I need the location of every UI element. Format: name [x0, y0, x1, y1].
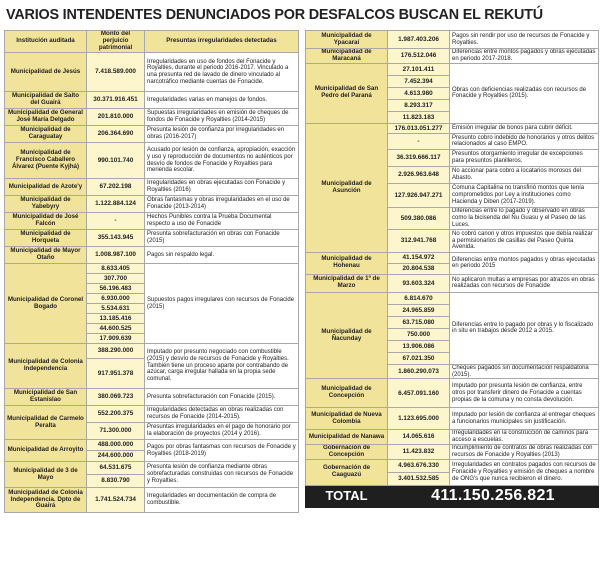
irregularity-description: Hechos Punibles contra la Prueba Documental respecto a uso de Fonacide — [145, 213, 299, 230]
irregularity-description: Irregularidades en uso de fondos del Fonacide y Royalties, durante el periodo 2016-2017. Vinculado a una presunta red de lavado de dinero vinculado al narcotráfico mediante cuentas de Fonacide. — [145, 53, 299, 92]
table-row — [306, 49, 599, 64]
damage-amount: 67.021.350 — [388, 352, 450, 364]
irregularity-description: Incumplimiento de contratos de obras realizadas con recursos de Fonacide y Royalties (2013) — [450, 444, 599, 459]
institution-name: Municipalidad de Horqueta — [5, 230, 87, 247]
damage-amount: 990.101.740 — [87, 143, 145, 179]
damage-amount: 307.700 — [87, 274, 145, 284]
table-row — [306, 31, 599, 49]
institution-name: Municipalidad de Ñacunday — [306, 292, 388, 378]
damage-amount: 3.401.532.585 — [388, 472, 450, 485]
irregularity-description: Presunta lesión de confianza mediante obras sobrefacturadas construidas con recursos de Fonacide y Royalties. — [145, 462, 299, 488]
irregularity-description: Diferencias entre lo pagado por obras y lo fiscalizado in situ en trabajos desde 2012 a 2015. — [450, 292, 599, 364]
damage-amount: 7.418.589.000 — [87, 53, 145, 92]
table-row — [5, 179, 299, 196]
damage-amount: 127.926.947.271 — [388, 183, 450, 207]
damage-amount: 1.741.524.734 — [87, 488, 145, 513]
damage-amount: 27.101.411 — [388, 63, 450, 75]
damage-amount: 917.951.378 — [87, 359, 145, 389]
audit-table-left — [4, 30, 299, 513]
damage-amount: 388.290.000 — [87, 344, 145, 359]
institution-name: Municipalidad de San Estanislao — [5, 389, 87, 406]
table-row — [5, 389, 299, 406]
damage-amount: 30.371.916.451 — [87, 92, 145, 109]
institution-name: Municipalidad de Concepción — [306, 379, 388, 408]
irregularity-description: Imputado por lesión de confianza al entregar cheques a funcionarios municipales sin justificación. — [450, 408, 599, 430]
irregularity-description: Presunto cobro indebido de honorarios y otros delitos relacionados al caso EMPO. — [450, 133, 599, 149]
damage-amount: 11.423.832 — [388, 444, 450, 459]
table-row — [5, 406, 299, 423]
institution-name: Municipalidad de 1º de Marzo — [306, 274, 388, 292]
damage-amount: 176.013.051.277 — [388, 123, 450, 133]
irregularity-description: Presunta lesión de confianza por irregularidades en obras (2016-2017) — [145, 126, 299, 143]
irregularity-description: Irregularidades varias en manejos de fondos. — [145, 92, 299, 109]
table-row — [5, 92, 299, 109]
table-row — [5, 126, 299, 143]
institution-name: Municipalidad de General José María Delgado — [5, 109, 87, 126]
institution-name: Municipalidad de Salto del Guairá — [5, 92, 87, 109]
table-row — [306, 274, 599, 292]
irregularity-description: No aplicaron multas a empresas por atrazos en obras realizadas con recursos de Fonacide — [450, 274, 599, 292]
table-row — [5, 344, 299, 359]
irregularity-description: Pagos sin rendir por uso de recursos de Fonacide y Royalties. — [450, 31, 599, 49]
damage-amount: - — [87, 213, 145, 230]
table-row — [5, 109, 299, 126]
table-row — [5, 196, 299, 213]
total-value: 411.150.256.821 — [388, 485, 599, 507]
damage-amount: 13.906.086 — [388, 340, 450, 352]
damage-amount: 5.534.631 — [87, 304, 145, 314]
table-row — [5, 440, 299, 451]
damage-amount: 63.715.080 — [388, 316, 450, 328]
institution-name: Municipalidad de Caraguatay — [5, 126, 87, 143]
institution-name: Municipalidad de Colonia Independencia. Dpto de Guairá — [5, 488, 87, 513]
irregularity-description: Irregularidades detectadas en obras realizadas con recursos de Fonacide (2014-2015). — [145, 406, 299, 423]
damage-amount: 64.531.675 — [87, 462, 145, 475]
table-header-row — [5, 31, 299, 53]
institution-name: Municipalidad de Francisco Caballero Álvarez (Puente Kyjhá) — [5, 143, 87, 179]
institution-name: Municipalidad de Nueva Colombia — [306, 408, 388, 430]
institution-name: Municipalidad de Yabebyry — [5, 196, 87, 213]
damage-amount: 11.823.183 — [388, 111, 450, 123]
table-row — [306, 63, 599, 75]
damage-amount: 206.364.690 — [87, 126, 145, 143]
damage-amount: 2.926.963.648 — [388, 166, 450, 183]
damage-amount: 244.600.000 — [87, 451, 145, 462]
damage-amount: 6.457.091.160 — [388, 379, 450, 408]
damage-amount: 14.065.616 — [388, 430, 450, 444]
institution-name: Municipalidad de Mayor Otaño — [5, 247, 87, 264]
irregularity-description: No cobró canon y otros impuestos que debía realizar a permisionarios de casillas del Paseo Quinta Avenida. — [450, 229, 599, 252]
irregularity-description: Comuna Capitalina no transfirió montos que tenía comprometidos por Ley a instituciones como Hacienda y Diben (2017-2019). — [450, 183, 599, 207]
irregularity-description: Presunta sobrefacturación con Fonacide (2015). — [145, 389, 299, 406]
damage-amount: 56.196.483 — [87, 284, 145, 294]
institution-name: Municipalidad de Jesús — [5, 53, 87, 92]
total-row — [306, 485, 599, 507]
table-row — [5, 53, 299, 92]
table-row — [306, 444, 599, 459]
institution-name: Municipalidad de San Pedro del Paraná — [306, 63, 388, 123]
damage-amount: 750.000 — [388, 328, 450, 340]
irregularity-description: Irregularidades en documentación de compra de combustible. — [145, 488, 299, 513]
damage-amount: 509.380.086 — [388, 207, 450, 229]
damage-amount: 7.452.394 — [388, 75, 450, 87]
damage-amount: 312.941.768 — [388, 229, 450, 252]
damage-amount: - — [388, 133, 450, 149]
table-row — [5, 462, 299, 475]
irregularity-description: Acusado por lesión de confianza, apropiación, exacción y uso y reproducción de documentos no auténticos por desvío de fondos de Fonacide y Royalties para merienda escolar. — [145, 143, 299, 179]
table-row — [5, 247, 299, 264]
table-row — [306, 292, 599, 304]
damage-amount: 1.987.403.206 — [388, 31, 450, 49]
damage-amount: 8.830.790 — [87, 475, 145, 488]
irregularity-description: Presunta sobrefacturación en obras con Fonacide (2015) — [145, 230, 299, 247]
irregularity-description: Supuestas irregularidades en emisión de cheques de fondos de Fonacide y Royalties (2014-2015) — [145, 109, 299, 126]
header-irregularities: Presuntas irregularidades detectadas — [145, 31, 299, 53]
irregularity-description: Supuestos pagos irregulares con recursos de Fonacide (2015) — [145, 264, 299, 344]
table-row — [5, 264, 299, 274]
damage-amount: 71.300.000 — [87, 423, 145, 440]
institution-name: Municipalidad de Hohenau — [306, 252, 388, 274]
irregularity-description: Pagos sin respaldo legal. — [145, 247, 299, 264]
irregularity-description: Obras con deficiencias realizadas con recursos de Fonacide y Royalties (2015). — [450, 63, 599, 123]
table-row — [5, 143, 299, 179]
institution-name: Gobernación de Caaguazú — [306, 459, 388, 485]
table-row — [306, 123, 599, 133]
institution-name: Municipalidad de Coronel Bogado — [5, 264, 87, 344]
damage-amount: 201.810.000 — [87, 109, 145, 126]
irregularity-description: Imputado por presunta lesión de confianza, entre otros por transferir dinero de Fonacide a cuentas propias de la comuna y no consta devolución. — [450, 379, 599, 408]
institution-name: Gobernación de Concepción — [306, 444, 388, 459]
irregularity-description: Irregularidades en obras ejecutadas con Fonacide y Royalties (2016) — [145, 179, 299, 196]
institution-name: Municipalidad de Ypacaraí — [306, 31, 388, 49]
institution-name: Municipalidad de Nanawa — [306, 430, 388, 444]
damage-amount: 6.930.000 — [87, 294, 145, 304]
damage-amount: 41.154.972 — [388, 252, 450, 263]
damage-amount: 1.008.987.100 — [87, 247, 145, 264]
table-row — [306, 459, 599, 472]
table-row — [5, 230, 299, 247]
table-row — [5, 213, 299, 230]
table-row — [306, 430, 599, 444]
irregularity-description: Presuntos otorgamiento irregular de excepciones para presuntos planilleros. — [450, 149, 599, 166]
irregularity-description: Diferencias entre montos pagados y obras ejecutadas en periodo 2015 — [450, 252, 599, 274]
damage-amount: 93.603.324 — [388, 274, 450, 292]
damage-amount: 488.000.000 — [87, 440, 145, 451]
damage-amount: 380.069.723 — [87, 389, 145, 406]
damage-amount: 44.600.525 — [87, 324, 145, 334]
damage-amount: 8.633.405 — [87, 264, 145, 274]
table-row — [306, 379, 599, 408]
institution-name: Municipalidad de 3 de Mayo — [5, 462, 87, 488]
audit-table-right — [305, 30, 599, 508]
irregularity-description: Pagos por obras fantasmas con recursos de Fonacide y Royalties (2018-2019) — [145, 440, 299, 462]
damage-amount: 176.512.046 — [388, 49, 450, 64]
table-row — [306, 408, 599, 430]
irregularity-description: Diferencias entre lo pagado y observado en obras como la bicisenda del Ñu Guasu y el Paseo de las Luces. — [450, 207, 599, 229]
irregularity-description: Presuntas irregularidades en el pago de honorario por la elaboración de proyectos (2014 y 2016). — [145, 423, 299, 440]
institution-name: Municipalidad de Asunción — [306, 123, 388, 252]
irregularity-description: Irregularidades en contratos pagados con recursos de Fonacide y Royalties y emisión de cheques a nombre de ONG's que nunca recibieron el dinero. — [450, 459, 599, 485]
damage-amount: 1.123.695.000 — [388, 408, 450, 430]
table-row — [306, 252, 599, 263]
damage-amount: 1.122.884.124 — [87, 196, 145, 213]
damage-amount: 6.814.670 — [388, 292, 450, 304]
damage-amount: 67.202.198 — [87, 179, 145, 196]
institution-name: Municipalidad de Azote'y — [5, 179, 87, 196]
irregularity-description: No accionar para cobro a locatarios morosos del Abasto. — [450, 166, 599, 183]
damage-amount: 13.185.416 — [87, 314, 145, 324]
institution-name: Municipalidad de Maracaná — [306, 49, 388, 64]
header-amount: Monto del perjuicio patrimonial — [87, 31, 145, 53]
damage-amount: 17.909.639 — [87, 334, 145, 344]
page-title: VARIOS INTENDENTES DENUNCIADOS POR DESFALCOS BUSCAN EL REKUTÚ — [6, 7, 543, 23]
irregularity-description: Imputado por presunto negociado con combustible (2015) y desvío de recursos de Fonacide y Royalties. También tiene un proceso aparte por contrabando de azúcar, carga irregular hallada en la propia sede comunal. — [145, 344, 299, 389]
damage-amount: 1.860.290.073 — [388, 364, 450, 378]
damage-amount: 36.319.666.117 — [388, 149, 450, 166]
damage-amount: 355.143.945 — [87, 230, 145, 247]
damage-amount: 4.613.980 — [388, 87, 450, 99]
header-institution: Institución auditada — [5, 31, 87, 53]
damage-amount: 20.804.538 — [388, 263, 450, 274]
irregularity-description: Obras fantasmas y obras irregularidades en el uso de Fonacide (2013-2014) — [145, 196, 299, 213]
irregularity-description: Irregularidades en la construcción de caminos para acceso a escuelas. — [450, 430, 599, 444]
damage-amount: 4.963.676.330 — [388, 459, 450, 472]
damage-amount: 552.200.375 — [87, 406, 145, 423]
table-row — [5, 488, 299, 513]
irregularity-description: Diferencias entre montos pagados y obras ejecutadas en periodo 2017-2018. — [450, 49, 599, 64]
damage-amount: 8.293.317 — [388, 99, 450, 111]
irregularity-description: Cheques pagados sin documentación respaldatoria (2015). — [450, 364, 599, 378]
institution-name: Municipalidad de Colonia Independencia — [5, 344, 87, 389]
damage-amount: 24.965.859 — [388, 304, 450, 316]
institution-name: Municipalidad de Carmelo Peralta — [5, 406, 87, 440]
institution-name: Municipalidad de Arroyito — [5, 440, 87, 462]
institution-name: Municipalidad de José Falcón — [5, 213, 87, 230]
irregularity-description: Emisión irregular de bonos para cubrir déficit. — [450, 123, 599, 133]
total-label: TOTAL — [306, 485, 388, 507]
